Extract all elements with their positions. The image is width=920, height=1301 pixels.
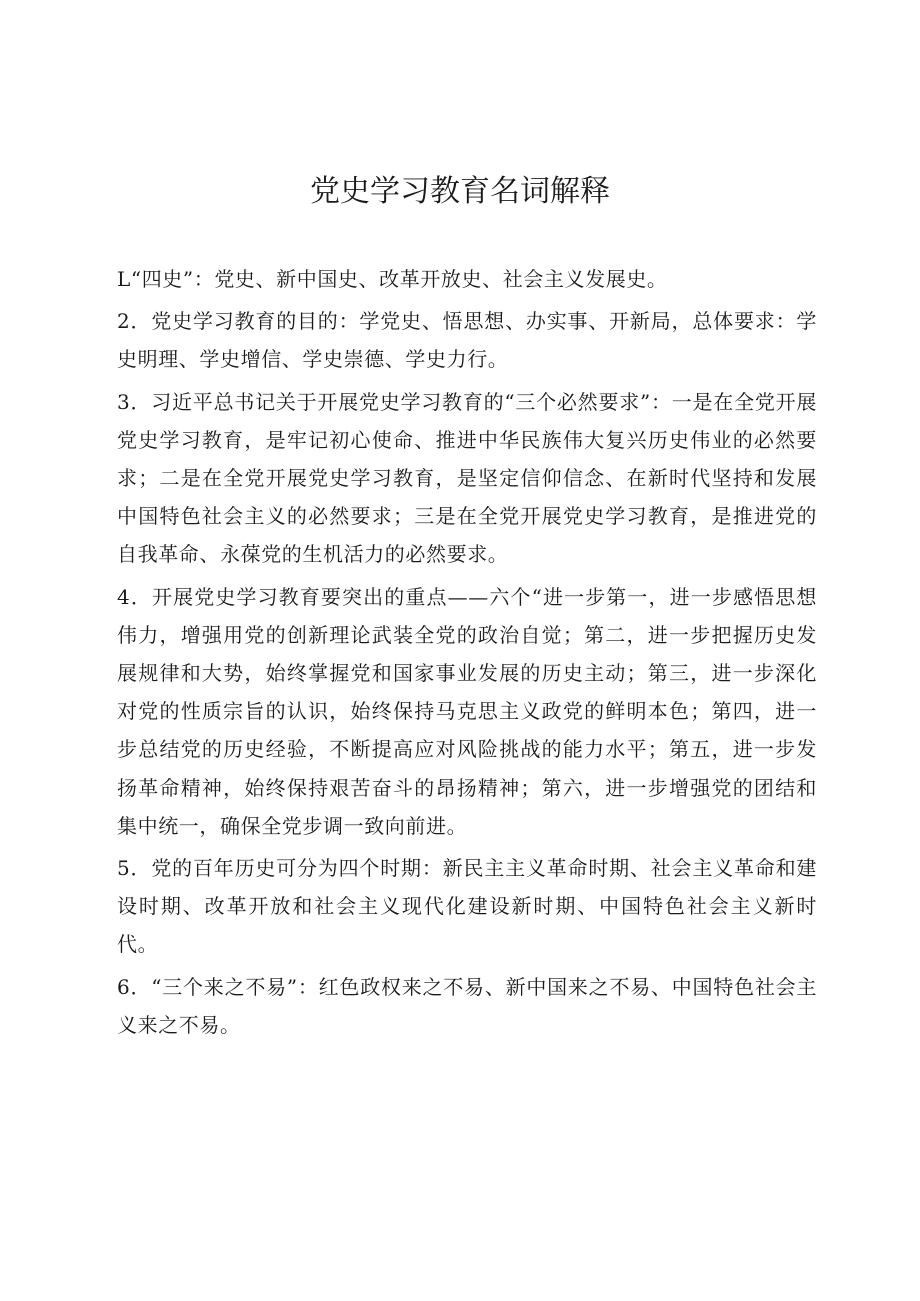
document-body xyxy=(117,260,817,1048)
term-item-6: 6．“三个来之不易”：红色政权来之不易、新中国来之不易、中国特色社会主义来之不易。 xyxy=(117,974,817,1037)
term-item-3: 3．习近平总书记关于开展党史学习教育的“三个必然要求”：一是在全党开展党史学习教育，是牢记初心使命、推进中华民族伟大复兴历史伟业的必然要求；二是在全党开展党史学习教育，是坚定信仰信念、在新时代坚持和发展中国特色社会主义的必然要求；三是在全党开展党史学习教育，是推进党的自我革命、永葆党的生机活力的必然要求。 xyxy=(117,389,817,567)
term-item-4: 4．开展党史学习教育要突出的重点——六个“进一步第一，进一步感悟思想伟力，增强用党的创新理论武装全党的政治自觉；第二，进一步把握历史发展规律和大势，始终掌握党和国家事业发展的历史主动；第三，进一步深化对党的性质宗旨的认识，始终保持马克思主义政党的鲜明本色；第四，进一步总结党的历史经验，不断提高应对风险挑战的能力水平；第五，进一步发扬革命精神，始终保持艰苦奋斗的昂扬精神；第六，进一步增强党的团结和集中统一，确保全党步调一致向前进。 xyxy=(117,584,817,838)
term-item-1: L“四史”：党史、新中国史、改革开放史、社会主义发展史。 xyxy=(117,267,668,291)
term-item-2: 2．党史学习教育的目的：学党史、悟思想、办实事、开新局，总体要求：学史明理、学史增信、学史崇德、学史力行。 xyxy=(117,309,817,372)
term-item-5: 5．党的百年历史可分为四个时期：新民主主义革命时期、社会主义革命和建设时期、改革开放和社会主义现代化建设新时期、中国特色社会主义新时代。 xyxy=(117,856,817,957)
document-title: 党史学习教育名词解释 xyxy=(310,174,610,209)
